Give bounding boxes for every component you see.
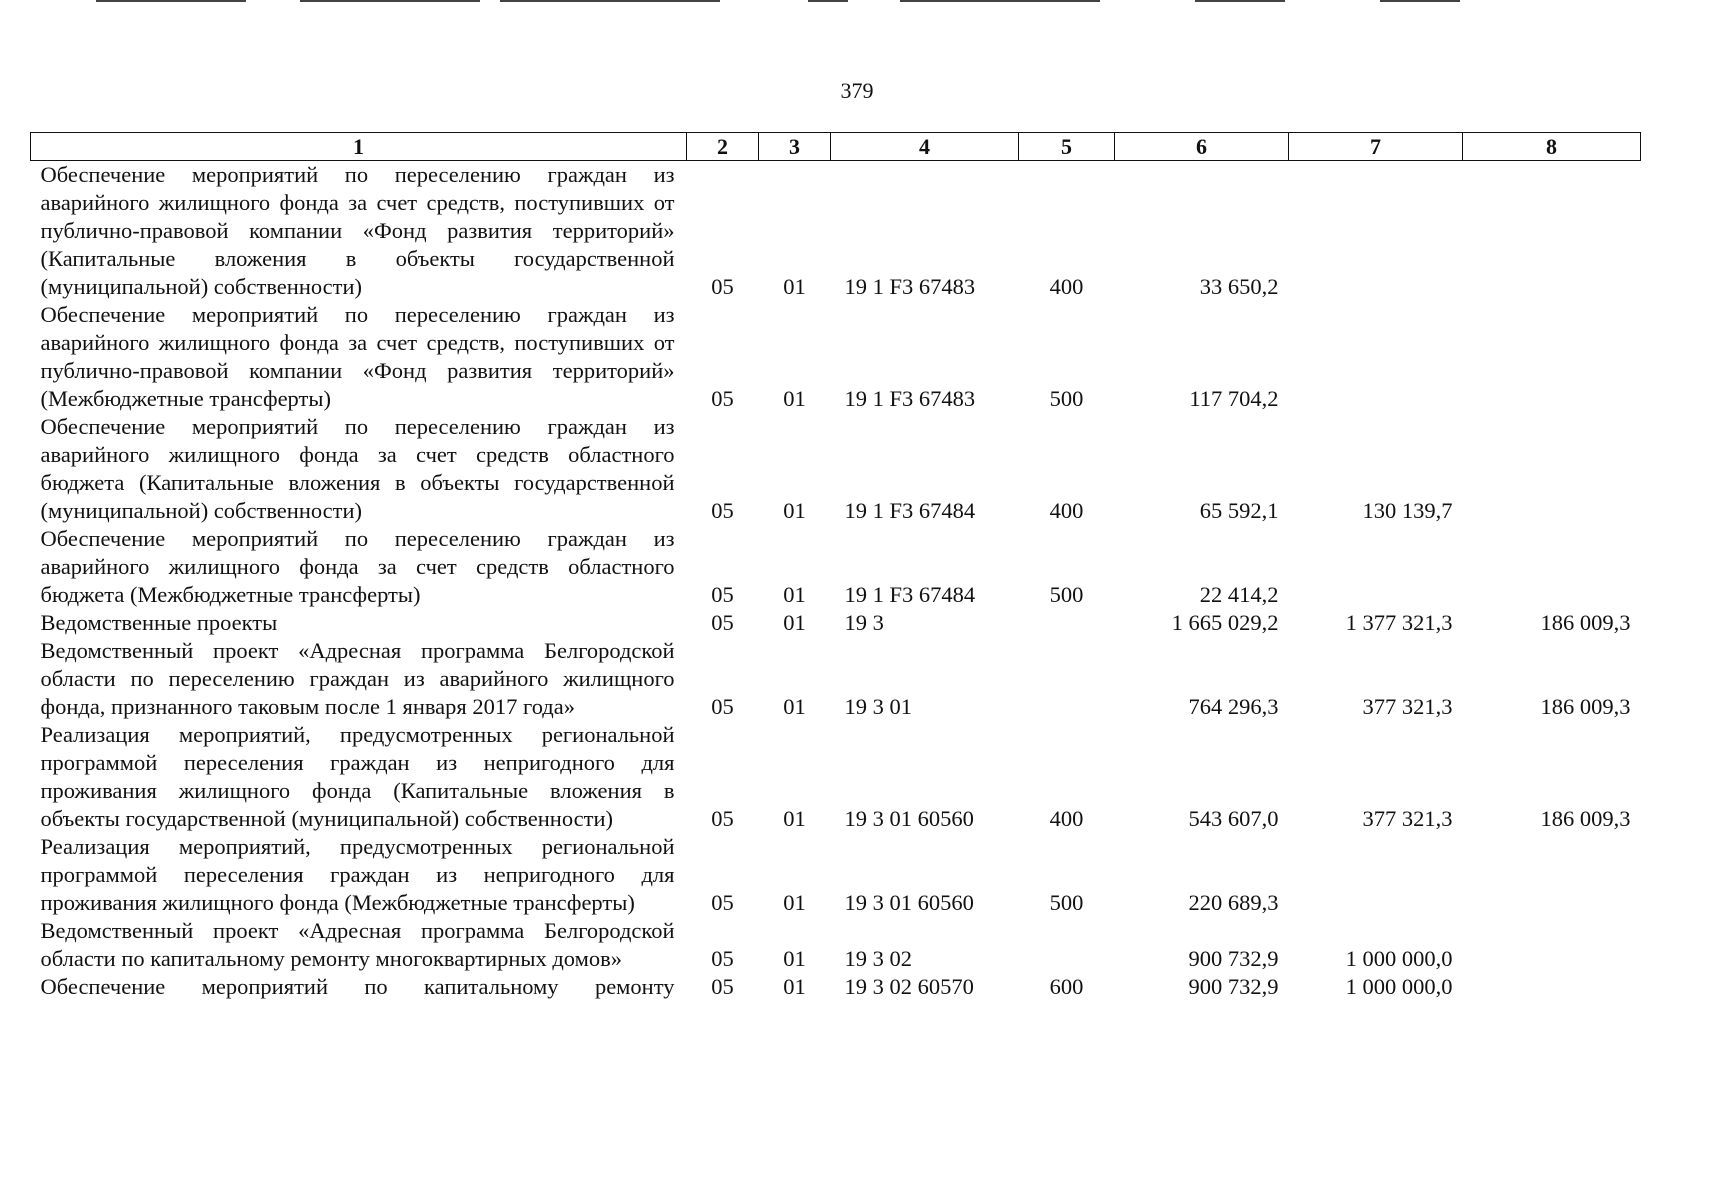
row-description: Обеспечение мероприятий по переселению граждан из аварийного жилищного фонда за счет средств областного бюджета (Капитальные вложения в объекты государственной (муниципальной) собственности) [40,414,675,523]
row-expense-type [1019,609,1115,637]
row-description: Обеспечение мероприятий по переселению граждан из аварийного жилищного фонда за счет средств, поступивших от публично-правовой компании «Фонд развития территорий» (Капитальные вложения в объекты государственной (муниципальной) собственности) [40,162,675,299]
row-amount-col8 [1463,301,1641,413]
scan-top-edge-marks [0,0,1714,3]
row-subsection: 01 [783,890,806,915]
row-target-article: 19 3 02 60570 [844,974,974,999]
row-section: 05 [711,498,734,523]
row-expense-type [1019,917,1115,973]
header-col-3: 3 [759,133,831,161]
row-section: 05 [711,890,734,915]
row-amount-col7 [1289,525,1463,609]
row-description: Обеспечение мероприятий по переселению граждан из аварийного жилищного фонда за счет средств, поступивших от публично-правовой компании «Фонд развития территорий» (Межбюджетные трансферты) [40,302,675,411]
budget-table [30,132,1641,1001]
row-amount-col8 [1463,413,1641,525]
row-target-article: 19 3 01 [844,694,912,719]
row-description: Обеспечение мероприятий по капитальному ремонту [40,974,675,999]
row-amount-col8: 186 009,3 [1540,806,1631,831]
row-amount-col7: 377 321,3 [1362,694,1453,719]
row-amount-col7 [1289,161,1463,302]
row-amount-col7 [1289,301,1463,413]
row-amount-col6: 543 607,0 [1188,806,1279,831]
table-row [31,721,1641,833]
table-row [31,525,1641,609]
row-subsection: 01 [783,806,806,831]
table-row [31,413,1641,525]
row-amount-col8 [1463,525,1641,609]
row-section: 05 [711,806,734,831]
header-col-6: 6 [1115,133,1289,161]
row-subsection: 01 [783,946,806,971]
row-amount-col7: 377 321,3 [1362,806,1453,831]
row-amount-col6: 220 689,3 [1188,890,1279,915]
table-body [31,161,1641,1002]
header-col-2: 2 [687,133,759,161]
table-row [31,973,1641,1001]
row-amount-col8: 186 009,3 [1540,694,1631,719]
row-subsection: 01 [783,610,806,635]
row-amount-col8 [1463,161,1641,302]
table-row [31,161,1641,302]
row-section: 05 [711,582,734,607]
row-expense-type: 400 [1049,274,1084,299]
row-description: Реализация мероприятий, предусмотренных региональной программой переселения граждан из непригодного для проживания жилищного фонда (Межбюджетные трансферты) [40,834,675,915]
row-amount-col6: 65 592,1 [1199,498,1279,523]
row-target-article: 19 1 F3 67484 [844,582,976,607]
row-description: Реализация мероприятий, предусмотренных региональной программой переселения граждан из непригодного для проживания жилищного фонда (Капитальные вложения в объекты государственной (муниципальной) собственности) [40,722,675,831]
row-subsection: 01 [783,386,806,411]
row-expense-type: 500 [1049,386,1084,411]
row-amount-col6: 22 414,2 [1199,582,1279,607]
row-description: Ведомственные проекты [40,610,278,635]
row-amount-col6: 764 296,3 [1188,694,1279,719]
row-amount-col6: 1 665 029,2 [1171,610,1279,635]
row-expense-type: 400 [1049,806,1084,831]
header-col-1: 1 [31,133,687,161]
row-amount-col7: 1 377 321,3 [1345,610,1453,635]
row-target-article: 19 1 F3 67484 [844,498,976,523]
row-subsection: 01 [783,274,806,299]
page-number: 379 [840,78,874,103]
row-target-article: 19 3 01 60560 [844,806,974,831]
header-row [31,133,1641,161]
row-section: 05 [711,274,734,299]
header-col-7: 7 [1289,133,1463,161]
row-amount-col7: 1 000 000,0 [1345,974,1453,999]
table-row [31,301,1641,413]
row-expense-type: 600 [1049,974,1084,999]
header-col-8: 8 [1463,133,1641,161]
row-amount-col8: 186 009,3 [1540,610,1631,635]
row-expense-type [1019,637,1115,721]
row-section: 05 [711,610,734,635]
row-expense-type: 500 [1049,582,1084,607]
row-subsection: 01 [783,694,806,719]
table-row [31,637,1641,721]
row-amount-col8 [1463,917,1641,973]
row-amount-col7: 1 000 000,0 [1345,946,1453,971]
row-amount-col6: 117 704,2 [1189,386,1279,411]
row-expense-type: 400 [1049,498,1084,523]
row-section: 05 [711,946,734,971]
table-row [31,917,1641,973]
header-col-4: 4 [831,133,1019,161]
row-amount-col8 [1463,833,1641,917]
row-subsection: 01 [783,974,806,999]
row-section: 05 [711,974,734,999]
row-description: Ведомственный проект «Адресная программа Белгородской области по капитальному ремонту многоквартирных домов» [40,918,675,971]
table-row [31,833,1641,917]
row-target-article: 19 3 02 [844,946,912,971]
table-header [31,133,1641,161]
row-description: Ведомственный проект «Адресная программа Белгородской области по переселению граждан из аварийного жилищного фонда, признанного таковым после 1 января 2017 года» [40,638,675,719]
row-amount-col7 [1289,833,1463,917]
header-col-5: 5 [1019,133,1115,161]
row-amount-col6: 900 732,9 [1188,974,1279,999]
row-target-article: 19 1 F3 67483 [844,274,976,299]
row-target-article: 19 1 F3 67483 [844,386,976,411]
row-description: Обеспечение мероприятий по переселению граждан из аварийного жилищного фонда за счет средств областного бюджета (Межбюджетные трансферты) [40,526,675,607]
row-subsection: 01 [783,582,806,607]
row-amount-col6: 33 650,2 [1199,274,1279,299]
row-target-article: 19 3 [844,610,884,635]
table-row [31,609,1641,637]
row-amount-col6: 900 732,9 [1188,946,1279,971]
row-amount-col8 [1463,973,1641,1001]
row-amount-col7: 130 139,7 [1362,498,1453,523]
row-target-article: 19 3 01 60560 [844,890,974,915]
row-subsection: 01 [783,498,806,523]
row-section: 05 [711,694,734,719]
row-expense-type: 500 [1049,890,1084,915]
row-section: 05 [711,386,734,411]
